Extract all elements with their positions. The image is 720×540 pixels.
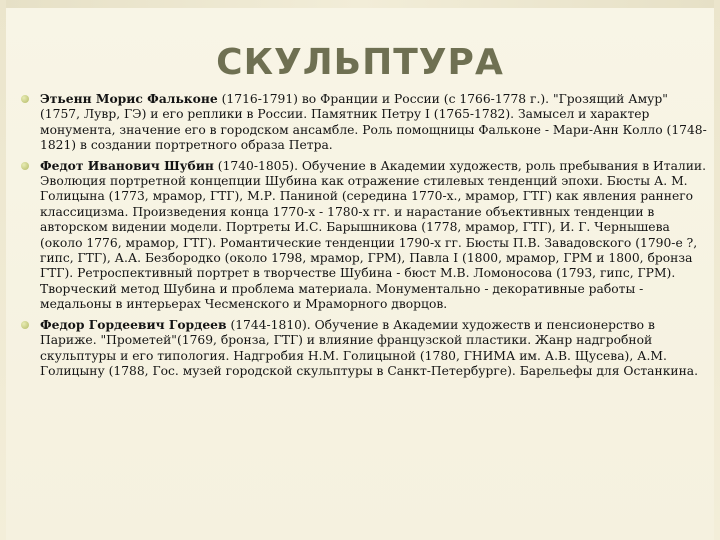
- bullet-icon: [21, 95, 29, 103]
- bullet-icon: [21, 162, 29, 170]
- list-item-text: [40, 158, 710, 313]
- sculptor-name: Федор Гордеевич Гордеев: [40, 316, 227, 332]
- list-item-text: [40, 91, 710, 154]
- slide-top-border: [0, 0, 720, 8]
- sculptor-name: Этьенн Морис Фальконе: [40, 91, 218, 106]
- list-item-falconet: [20, 91, 710, 154]
- list-item-text: [40, 317, 710, 380]
- bullet-icon: [21, 321, 29, 329]
- sculptor-description: (1716-1791) во Франции и России (с 1766-1778 г.). "Грозящий Амур" (1757, Лувр, ГЭ) и его реплики в России. Памятник Петру I (1765-1782). Замысел и характер монумента, значение его в городском ансамбле. Роль помощницы Фальконе - Мари-Анн Колло (1748-1821) в создании портретного образа Петра.: [40, 92, 707, 153]
- sculptor-description: (1744-1810). Обучение в Академии художеств и пенсионерство в Париже. "Прометей"(1769, бронза, ГТГ) и влияние французской пластики. Жанр надгробной скульптуры и его типология. Надгробия Н.М. Голицыной (1780, ГНИМА им. А.В. Щусева), А.М. Голицыну (1788, Гос. музей городской скульптуры в Санкт-Петербурге). Барельефы для Останкина.: [40, 317, 699, 378]
- slide-title: СКУЛЬПТУРА: [216, 42, 504, 83]
- slide-content: [20, 91, 710, 383]
- list-item-gordeev: [20, 317, 710, 380]
- sculptor-name: Федот Иванович Шубин: [40, 157, 214, 173]
- list-item-shubin: [20, 158, 710, 313]
- sculptor-description: (1740-1805). Обучение в Академии художеств, роль пребывания в Италии. Эволюция портретной концепции Шубина как отражение стилевых тенденций эпохи. Бюсты А. М. Голицына (1773, мрамор, ГТГ), М.Р. Паниной (середина 1770-х., мрамор, ГТГ) как явления раннего классицизма. Произведения конца 1770-х - 1780-х гг. и нарастание объективных тенденции в авторском видении модели. Портреты И.С. Барышникова (1778, мрамор, ГТГ), И. Г. Чернышева (около 1776, мрамор, ГТГ). Романтические тенденции 1790-х гг. Бюсты П.В. Завадовского (1790-е ?, гипс, ГТГ), А.А. Безбородко (около 1798, мрамор, ГРМ), Павла I (1800, мрамор, ГРМ и 1800, бронза ГТГ). Ретроспективный портрет в творчестве Шубина - бюст М.В. Ломоносова (1793, гипс, ГРМ). Творческий метод Шубина и проблема материала. Монументально - декоративные работы - медальоны в интерьерах Чесменского и Мраморного дворцов.: [40, 158, 707, 312]
